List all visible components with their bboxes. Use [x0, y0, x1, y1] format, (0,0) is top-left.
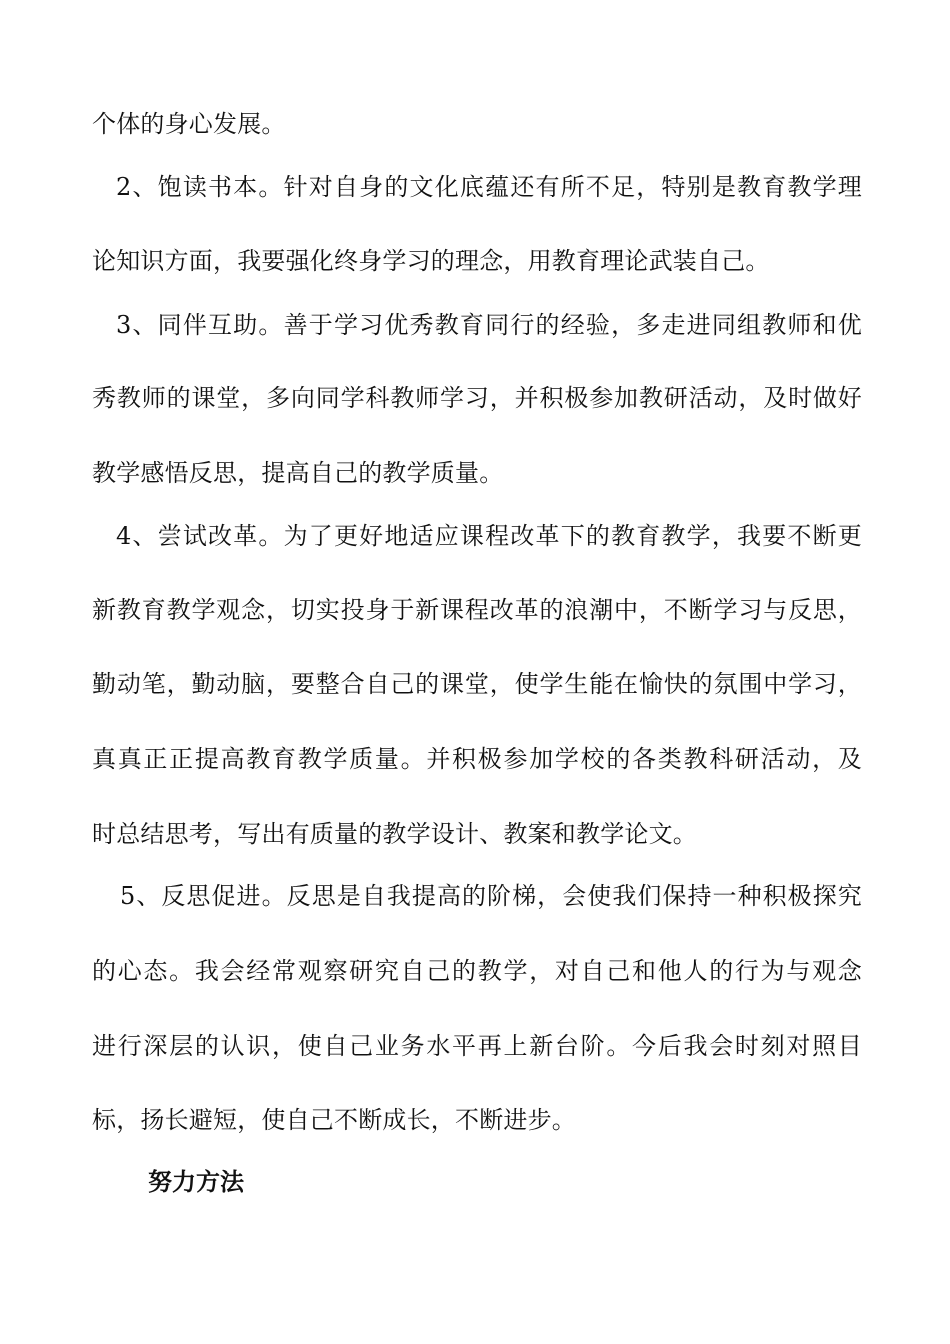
text-line: 个体的身心发展。 [92, 110, 286, 138]
text-line: 2、饱读书本。针对自身的文化底蕴还有所不足，特别是教育教学理 [116, 173, 862, 201]
text-line: 4、尝试改革。为了更好地适应课程改革下的教育教学，我要不断更 [116, 522, 862, 550]
text-line: 论知识方面，我要强化终身学习的理念，用教育理论武装自己。 [92, 247, 770, 275]
text-line: 勤动笔，勤动脑，要整合自己的课堂，使学生能在愉快的氛围中学习， [92, 670, 862, 698]
text-line: 真真正正提高教育教学质量。并积极参加学校的各类教科研活动，及 [92, 745, 862, 773]
text-line: 秀教师的课堂，多向同学科教师学习，并积极参加教研活动，及时做好 [92, 384, 862, 412]
text-line: 3、同伴互助。善于学习优秀教育同行的经验，多走进同组教师和优 [116, 311, 862, 339]
text-line: 时总结思考，写出有质量的教学设计、教案和教学论文。 [92, 820, 697, 848]
text-line: 新教育教学观念，切实投身于新课程改革的浪潮中，不断学习与反思， [92, 596, 862, 624]
text-line: 教学感悟反思，提高自己的教学质量。 [92, 459, 504, 487]
text-line: 进行深层的认识，使自己业务水平再上新台阶。今后我会时刻对照目 [92, 1032, 862, 1060]
section-heading: 努力方法 [148, 1167, 244, 1196]
text-line: 标，扬长避短，使自己不断成长，不断进步。 [92, 1106, 576, 1134]
text-line: 的心态。我会经常观察研究自己的教学，对自己和他人的行为与观念 [92, 957, 862, 985]
text-line: 5、反思促进。反思是自我提高的阶梯，会使我们保持一种积极探究 [120, 882, 862, 910]
